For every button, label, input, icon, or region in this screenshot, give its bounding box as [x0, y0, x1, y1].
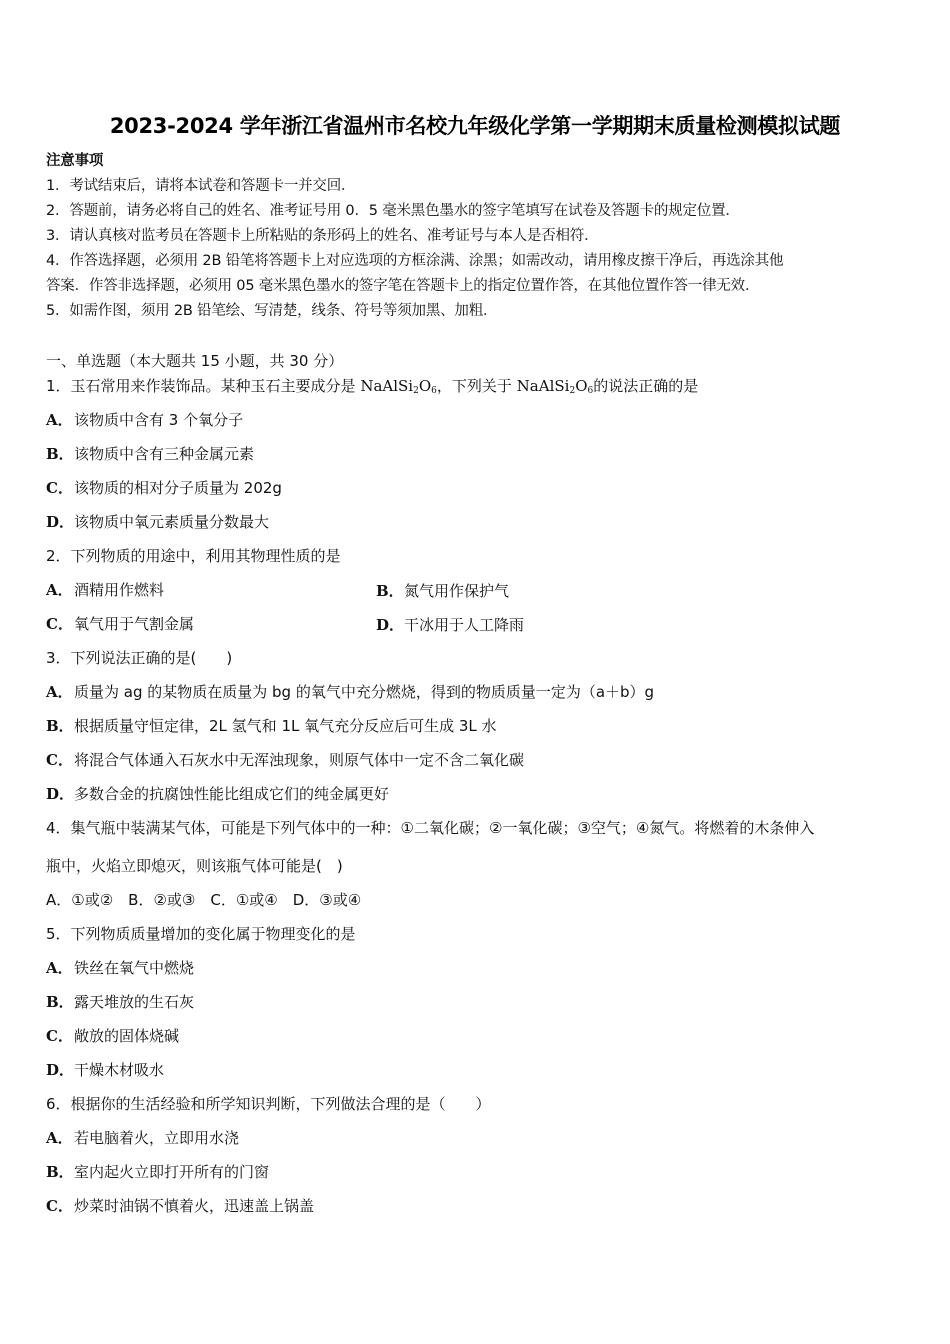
notice-item-4-continued: 答案．作答非选择题，必须用 05 毫米黑色墨水的签字笔在答题卡上的指定位置作答，在其他位置作答一律无效．: [46, 278, 760, 294]
question-2-option-c: C．氧气用于气割金属: [46, 615, 195, 633]
question-2-option-d: D．干冰用于人工降雨: [376, 616, 525, 634]
notice-item-1: 1．考试结束后，请将本试卷和答题卡一并交回．: [46, 178, 356, 194]
chemical-formula: $NaAlSi_2O_6$: [360, 377, 437, 396]
question-3-option-b: B．根据质量守恒定律，2L 氢气和 1L 氧气充分反应后可生成 3L 水: [46, 717, 497, 735]
section-heading: 一、单选题（本大题共 15 小题，共 30 分）: [46, 352, 344, 370]
question-1-option-d: D．该物质中氧元素质量分数最大: [46, 513, 270, 531]
question-number: 1．: [46, 377, 71, 395]
notice-item-3: 3．请认真核对监考员在答题卡上所粘贴的条形码上的姓名、准考证号与本人是否相符．: [46, 228, 599, 244]
page-title: 2023-2024 学年浙江省温州市名校九年级化学第一学期期末质量检测模拟试题: [109, 114, 841, 138]
question-6-option-a: A．若电脑着火，立即用水浇: [46, 1129, 240, 1147]
question-3-option-c: C．将混合气体通入石灰水中无浑浊现象，则原气体中一定不含二氧化碳: [46, 751, 525, 769]
notice-item-2: 2．答题前，请务必将自己的姓名、准考证号用 0．5 毫米黑色墨水的签字笔填写在试卷及答题卡的规定位置．: [46, 203, 740, 219]
question-3-option-a: A．质量为 ag 的某物质在质量为 bg 的氧气中充分燃烧，得到的物质质量一定为（a＋b）g: [46, 683, 655, 701]
question-2-option-a: A．酒精用作燃料: [46, 581, 165, 599]
question-5-option-c: C．敞放的固体烧碱: [46, 1027, 180, 1045]
question-3-option-d: D．多数合金的抗腐蚀性能比组成它们的纯金属更好: [46, 785, 390, 803]
question-6-stem: 6．根据你的生活经验和所学知识判断，下列做法合理的是（ ）: [46, 1095, 491, 1113]
question-2-option-b: B．氮气用作保护气: [376, 582, 510, 600]
question-1-option-a: A．该物质中含有 3 个氧分子: [46, 411, 244, 429]
question-6-option-c: C．炒菜时油锅不慎着火，迅速盖上锅盖: [46, 1197, 315, 1215]
question-1-stem: 1．玉石常用来作装饰品。某种玉石主要成分是 $NaAlSi_2O_6$，下列关于 $NaAlSi_2O_6$的说法正确的是: [46, 377, 699, 396]
notice-item-5: 5．如需作图，须用 2B 铅笔绘、写清楚，线条、符号等须加黑、加粗．: [46, 303, 498, 319]
question-4-stem-continued: 瓶中，火焰立即熄灭，则该瓶气体可能是( ): [46, 857, 343, 875]
question-1-option-c: C．该物质的相对分子质量为 202g: [46, 479, 282, 497]
chemical-formula: $NaAlSi_2O_6$: [516, 377, 594, 396]
question-5-option-b: B．露天堆放的生石灰: [46, 993, 195, 1011]
notice-heading: 注意事项: [46, 153, 104, 169]
question-5-option-d: D．干燥木材吸水: [46, 1061, 165, 1079]
question-2-stem: 2．下列物质的用途中，利用其物理性质的是: [46, 547, 341, 565]
question-6-option-b: B．室内起火立即打开所有的门窗: [46, 1163, 270, 1181]
question-4-options: A．①或② B．②或③ C．①或④ D．③或④: [46, 891, 362, 909]
question-5-option-a: A．铁丝在氧气中燃烧: [46, 959, 195, 977]
notice-item-4: 4．作答选择题，必须用 2B 铅笔将答题卡上对应选项的方框涂满、涂黑；如需改动，请用橡皮擦干净后，再选涂其他: [46, 253, 784, 269]
question-3-stem: 3．下列说法正确的是( ): [46, 649, 233, 667]
question-1-option-b: B．该物质中含有三种金属元素: [46, 445, 255, 463]
question-5-stem: 5．下列物质质量增加的变化属于物理变化的是: [46, 925, 356, 943]
question-4-stem: 4．集气瓶中装满某气体，可能是下列气体中的一种：①二氧化碳；②一氧化碳；③空气；④氮气。将燃着的木条伸入: [46, 819, 815, 837]
